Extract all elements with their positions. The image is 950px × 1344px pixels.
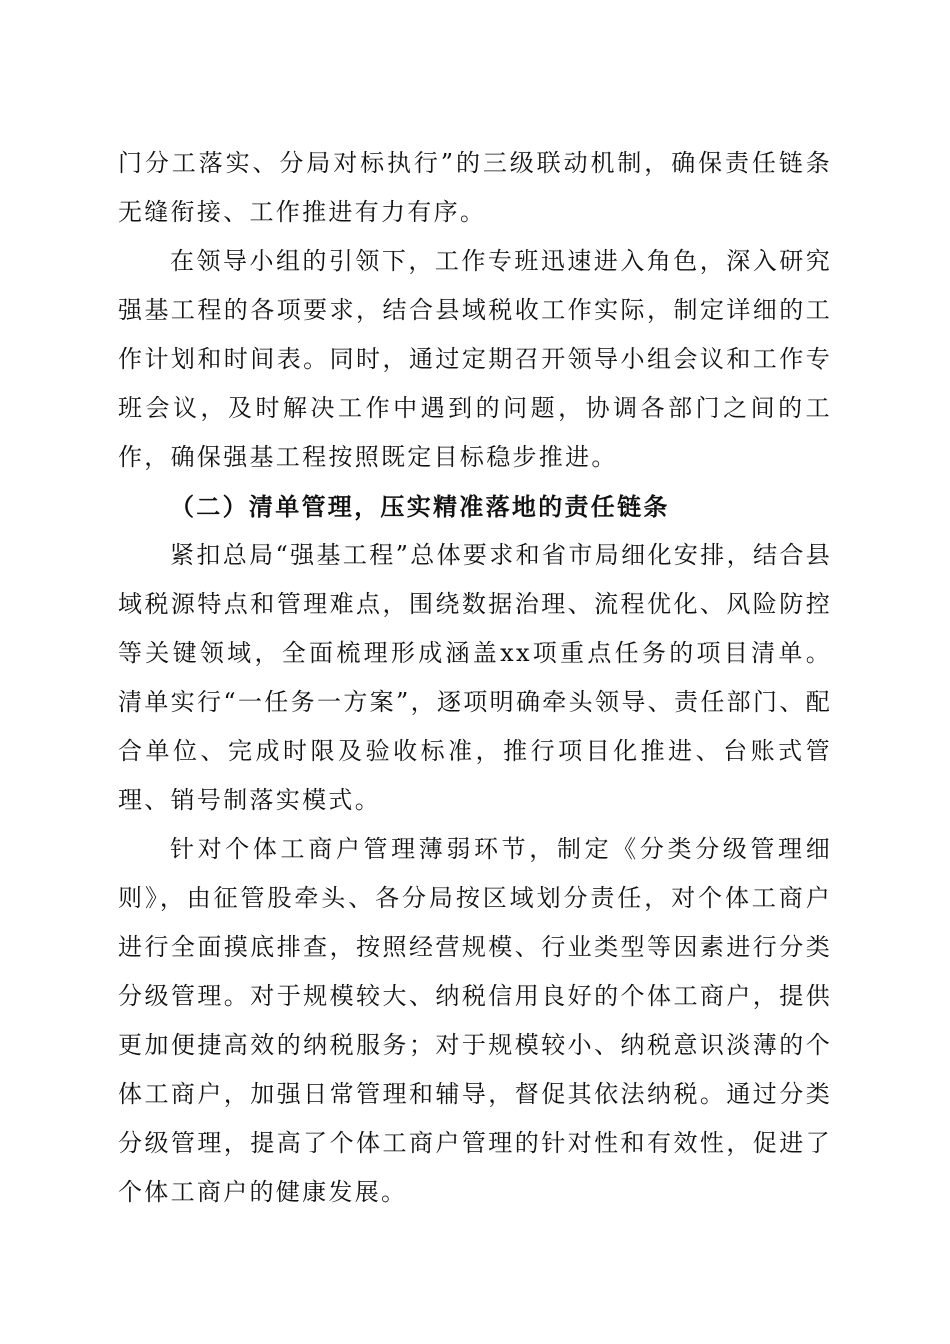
document-body: [118, 139, 832, 1217]
section-heading-list-management: （二）清单管理，压实精准落地的责任链条: [170, 492, 670, 521]
paragraph-individual-business: 针对个体工商户管理薄弱环节，制定《分类分级管理细则》，由征管股牵头、各分局按区域划分责任，对个体工商户进行全面摸底排查，按照经营规模、行业类型等因素进行分类分级管理。对于规模较大、纳税信用良好的个体工商户，提供更加便捷高效的纳税服务；对于规模较小、纳税意识淡薄的个体工商户，加强日常管理和辅导，督促其依法纳税。通过分类分级管理，提高了个体工商户管理的针对性和有效性，促进了个体工商户的健康发展。: [118, 835, 832, 1206]
paragraph-leadership-group: 在领导小组的引领下，工作专班迅速进入角色，深入研究强基工程的各项要求，结合县域税收工作实际，制定详细的工作计划和时间表。同时，通过定期召开领导小组会议和工作专班会议，及时解决工作中遇到的问题，协调各部门之间的工作，确保强基工程按照既定目标稳步推进。: [118, 247, 832, 471]
paragraph-continuation: 门分工落实、分局对标执行”的三级联动机制，确保责任链条无缝衔接、工作推进有力有序。: [118, 149, 832, 226]
paragraph-project-list: 紧扣总局“强基工程”总体要求和省市局细化安排，结合县域税源特点和管理难点，围绕数据治理、流程优化、风险防控等关键领域，全面梳理形成涵盖xx项重点任务的项目清单。清单实行“一任务一方案”，逐项明确牵头领导、责任部门、配合单位、完成时限及验收标准，推行项目化推进、台账式管理、销号制落实模式。: [118, 541, 832, 814]
